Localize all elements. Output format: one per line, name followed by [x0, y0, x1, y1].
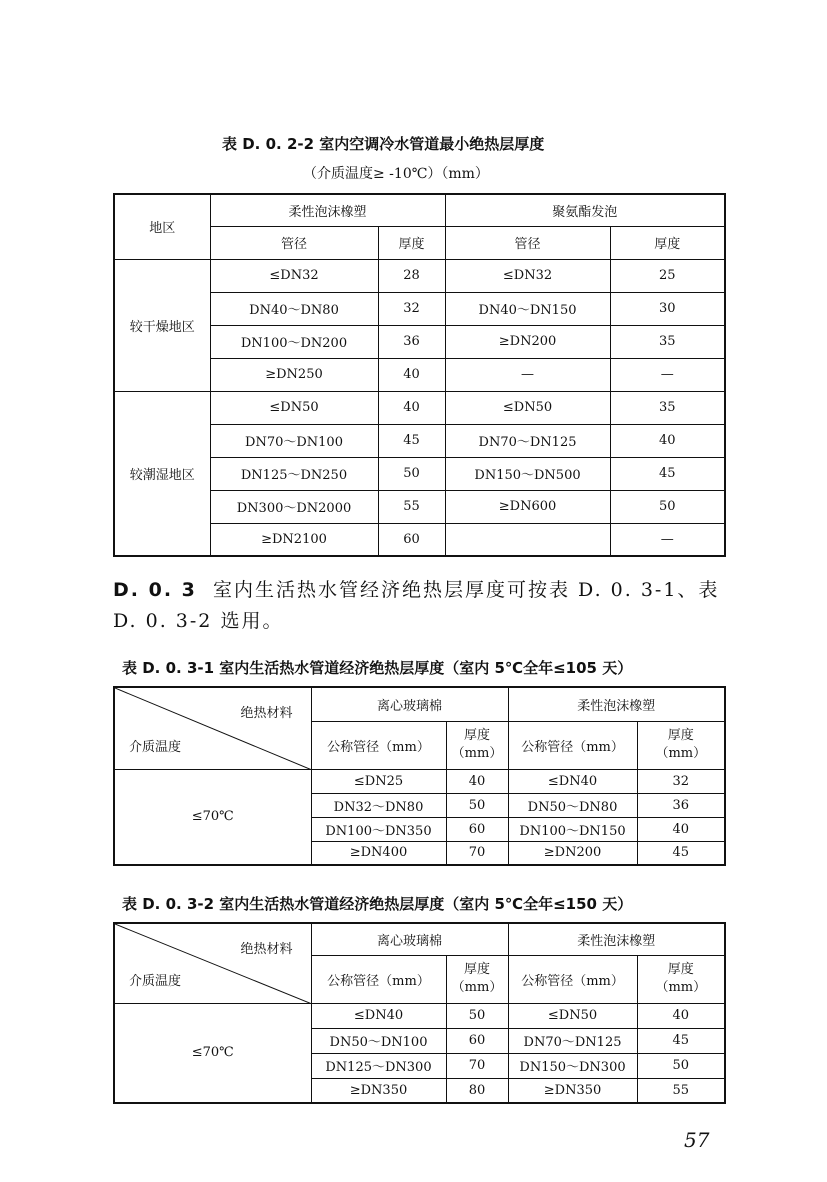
diagonal-header	[114, 687, 311, 769]
cell: 40	[610, 424, 725, 457]
header-pipe: 公称管径（mm）	[311, 955, 446, 1003]
cell: ≥DN200	[508, 841, 637, 865]
cell: 70	[446, 1053, 508, 1078]
cell: ≥DN350	[311, 1078, 446, 1103]
table2	[113, 686, 726, 866]
cell	[445, 523, 610, 556]
cell: ≤DN40	[311, 1003, 446, 1028]
temp-cell: ≤70℃	[114, 1003, 311, 1103]
cell: 25	[610, 259, 725, 292]
cell: DN40～DN150	[445, 292, 610, 325]
header-pipe: 公称管径（mm）	[508, 721, 637, 769]
cell: DN70～DN125	[445, 424, 610, 457]
header-medium-temp: 介质温度	[129, 973, 182, 989]
cell: ≤DN40	[508, 769, 637, 793]
cell: 40	[637, 817, 725, 841]
cell: 50	[610, 490, 725, 523]
cell: 40	[378, 391, 445, 424]
header-thickness	[446, 955, 508, 1003]
cell: 55	[637, 1078, 725, 1103]
cell: DN50～DN80	[508, 793, 637, 817]
cell: ≤DN50	[508, 1003, 637, 1028]
cell: ≥DN600	[445, 490, 610, 523]
cell: ≤DN50	[210, 391, 378, 424]
header-pipe: 公称管径（mm）	[508, 955, 637, 1003]
cell: 50	[446, 793, 508, 817]
header-region: 地区	[114, 194, 210, 259]
cell: 40	[446, 769, 508, 793]
table-row	[114, 259, 725, 292]
cell: 45	[637, 841, 725, 865]
header-group2: 聚氨酯发泡	[445, 194, 725, 226]
cell: 40	[637, 1003, 725, 1028]
cell: 55	[378, 490, 445, 523]
cell: ≥DN2100	[210, 523, 378, 556]
cell: ≤DN50	[445, 391, 610, 424]
cell: 32	[378, 292, 445, 325]
table-row	[114, 1003, 725, 1028]
thickness-unit: （mm）	[655, 980, 707, 995]
cell: 36	[378, 325, 445, 358]
cell: ≥DN250	[210, 358, 378, 391]
cell: 40	[378, 358, 445, 391]
paragraph-text: 室内生活热水管经济绝热层厚度可按表 D. 0. 3-1、表 D. 0. 3-2 选用。	[113, 579, 720, 632]
cell: —	[445, 358, 610, 391]
header-thickness: 厚度	[610, 226, 725, 259]
cell: ≤DN32	[210, 259, 378, 292]
paragraph-d03	[113, 575, 728, 637]
cell: DN100～DN200	[210, 325, 378, 358]
header-group1: 离心玻璃棉	[311, 923, 508, 955]
cell: 45	[610, 457, 725, 490]
header-thickness: 厚度	[378, 226, 445, 259]
table2-title: 表 D. 0. 3-1 室内生活热水管道经济绝热层厚度（室内 5℃全年≤105 天）	[122, 659, 633, 677]
cell: DN100～DN150	[508, 817, 637, 841]
cell: DN150～DN500	[445, 457, 610, 490]
cell: ≥DN400	[311, 841, 446, 865]
thickness-label: 厚度	[667, 962, 694, 977]
header-group2: 柔性泡沫橡塑	[508, 923, 725, 955]
table-row	[114, 391, 725, 424]
cell: DN70～DN100	[210, 424, 378, 457]
thickness-unit: （mm）	[451, 980, 503, 995]
paragraph-label: D. 0. 3	[113, 579, 197, 601]
cell: DN150～DN300	[508, 1053, 637, 1078]
cell: 28	[378, 259, 445, 292]
diagonal-line	[115, 924, 311, 1003]
cell: ≥DN200	[445, 325, 610, 358]
cell: —	[610, 523, 725, 556]
cell: 70	[446, 841, 508, 865]
cell: DN100～DN350	[311, 817, 446, 841]
cell: 60	[446, 817, 508, 841]
table-row	[114, 769, 725, 793]
header-thickness	[446, 721, 508, 769]
page-number: 57	[684, 1128, 710, 1152]
cell: 50	[637, 1053, 725, 1078]
cell: ≥DN350	[508, 1078, 637, 1103]
cell: DN300～DN2000	[210, 490, 378, 523]
cell: 36	[637, 793, 725, 817]
thickness-label: 厚度	[464, 728, 491, 743]
cell: 35	[610, 391, 725, 424]
header-pipe: 公称管径（mm）	[311, 721, 446, 769]
thickness-label: 厚度	[464, 962, 491, 977]
cell: DN50～DN100	[311, 1028, 446, 1053]
cell: DN125～DN250	[210, 457, 378, 490]
header-group1: 离心玻璃棉	[311, 687, 508, 721]
cell: 35	[610, 325, 725, 358]
diagonal-line	[115, 688, 311, 769]
cell: 60	[446, 1028, 508, 1053]
cell: ≤DN25	[311, 769, 446, 793]
header-pipe: 管径	[210, 226, 378, 259]
cell: 45	[378, 424, 445, 457]
cell: DN32～DN80	[311, 793, 446, 817]
header-thickness	[637, 955, 725, 1003]
cell: DN40～DN80	[210, 292, 378, 325]
cell: 30	[610, 292, 725, 325]
cell: 80	[446, 1078, 508, 1103]
cell: 32	[637, 769, 725, 793]
thickness-unit: （mm）	[655, 746, 707, 761]
table1-title: 表 D. 0. 2-2 室内空调冷水管道最小绝热层厚度	[222, 135, 545, 153]
table3	[113, 922, 726, 1104]
cell: 45	[637, 1028, 725, 1053]
header-pipe: 管径	[445, 226, 610, 259]
header-thickness	[637, 721, 725, 769]
table1	[113, 193, 726, 557]
temp-cell: ≤70℃	[114, 769, 311, 865]
cell: 50	[378, 457, 445, 490]
diagonal-header	[114, 923, 311, 1003]
thickness-unit: （mm）	[451, 746, 503, 761]
cell: 50	[446, 1003, 508, 1028]
header-medium-temp: 介质温度	[129, 739, 182, 755]
thickness-label: 厚度	[667, 728, 694, 743]
header-material: 绝热材料	[240, 942, 293, 957]
region-cell: 较干燥地区	[114, 259, 210, 391]
cell: DN70～DN125	[508, 1028, 637, 1053]
header-material: 绝热材料	[240, 706, 293, 721]
region-cell: 较潮湿地区	[114, 391, 210, 556]
cell: —	[610, 358, 725, 391]
table3-title: 表 D. 0. 3-2 室内生活热水管道经济绝热层厚度（室内 5℃全年≤150 天）	[122, 895, 633, 913]
header-group2: 柔性泡沫橡塑	[508, 687, 725, 721]
table1-subtitle: （介质温度≥ -10℃）（mm）	[303, 166, 489, 182]
cell: ≤DN32	[445, 259, 610, 292]
header-group1: 柔性泡沫橡塑	[210, 194, 445, 226]
cell: DN125～DN300	[311, 1053, 446, 1078]
cell: 60	[378, 523, 445, 556]
